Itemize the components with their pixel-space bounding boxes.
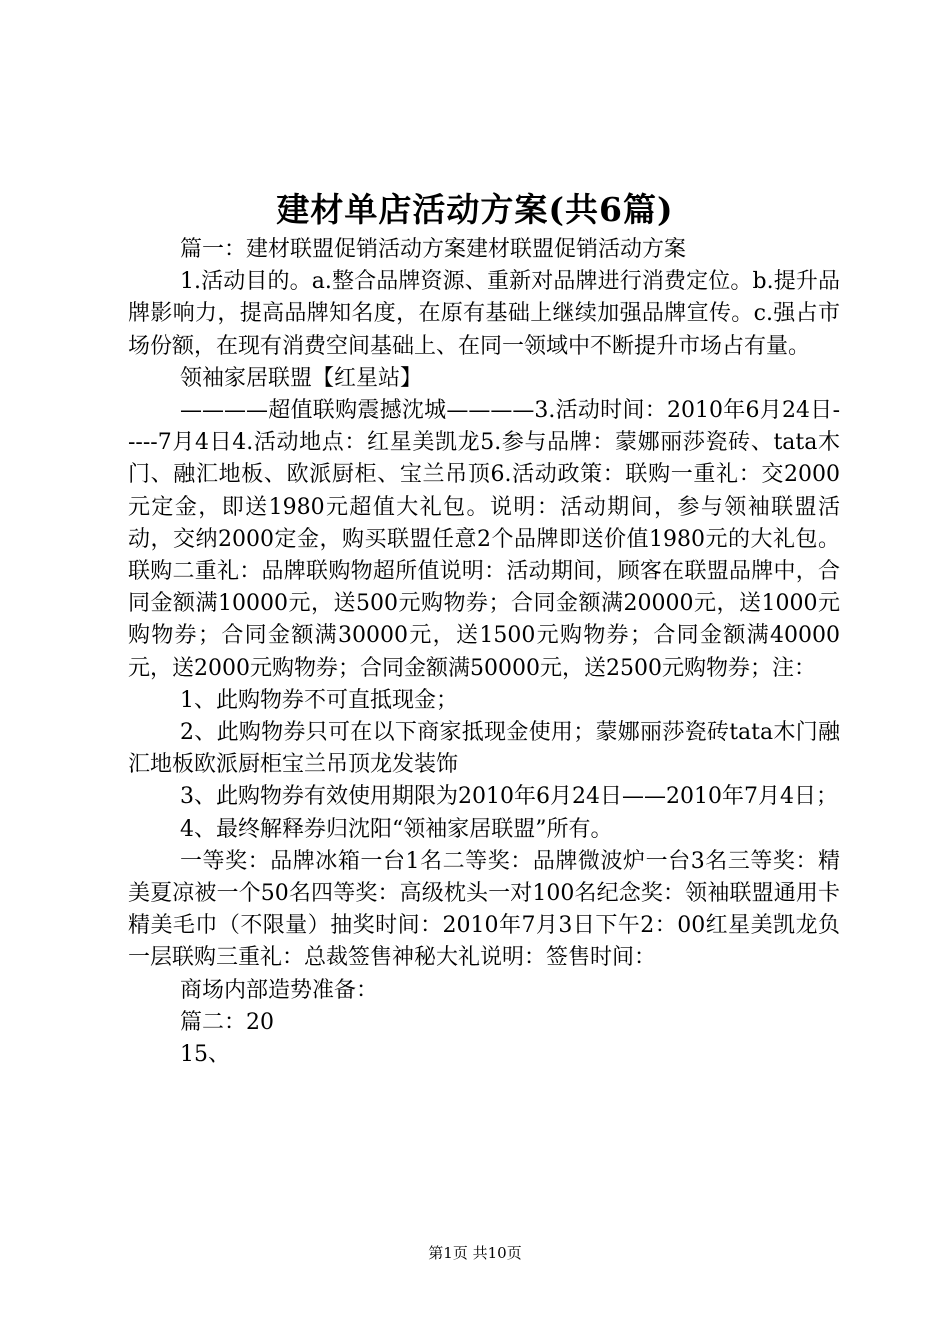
paragraph: 2、此购物券只可在以下商家抵现金使用；蒙娜丽莎瓷砖tata木门融汇地板欧派厨柜宝兰吊顶龙发装饰 xyxy=(128,720,840,778)
paragraph: 15、 xyxy=(180,1042,230,1068)
document-title: 建材单店活动方案(共6篇) xyxy=(276,190,674,229)
document-body xyxy=(128,234,840,1071)
paragraph: 商场内部造势准备： xyxy=(180,977,379,1003)
paragraph: 4、最终解释券归沈阳“领袖家居联盟”所有。 xyxy=(180,816,613,842)
paragraph: ————超值联购震撼沈城————3.活动时间：2010年6月24日-----7月4日4.活动地点：红星美凯龙5.参与品牌：蒙娜丽莎瓷砖、tata木门、融汇地板、欧派厨柜、宝兰吊顶6.活动政策：联购一重礼：交2000元定金，即送1980元超值大礼包。说明：活动期间，参与领袖联盟活动，交纳2000定金，购买联盟任意2个品牌即送价值1980元的大礼包。联购二重礼：品牌联购物超所值说明：活动期间，顾客在联盟品牌中，合同金额满10000元，送500元购物券；合同金额满20000元，送1000元购物券；合同金额满30000元，送1500元购物券；合同金额满40000元，送2000元购物券；合同金额满50000元，送2500元购物券；注： xyxy=(128,398,840,681)
paragraph: 领袖家居联盟【红星站】 xyxy=(180,365,423,391)
paragraph: 篇二：20 xyxy=(180,1009,274,1035)
paragraph: 一等奖：品牌冰箱一台1名二等奖：品牌微波炉一台3名三等奖：精美夏凉被一个50名四等奖：高级枕头一对100名纪念奖：领袖联盟通用卡精美毛巾（不限量）抽奖时间：2010年7月3日下午2：00红星美凯龙负一层联购三重礼：总裁签售神秘大礼说明：签售时间： xyxy=(128,848,840,971)
paragraph: 1、此购物券不可直抵现金； xyxy=(180,687,458,713)
paragraph: 篇一：建材联盟促销活动方案建材联盟促销活动方案 xyxy=(180,237,687,262)
page-number-footer: 第1页 共10页 xyxy=(428,1244,522,1262)
paragraph: 3、此购物券有效使用期限为2010年6月24日——2010年7月4日； xyxy=(180,784,838,810)
paragraph: 1.活动目的。a.整合品牌资源、重新对品牌进行消费定位。b.提升品牌影响力，提高品牌知名度，在原有基础上继续加强品牌宣传。c.强占市场份额，在现有消费空间基础上、在同一领域中不断提升市场占有量。 xyxy=(128,269,840,359)
